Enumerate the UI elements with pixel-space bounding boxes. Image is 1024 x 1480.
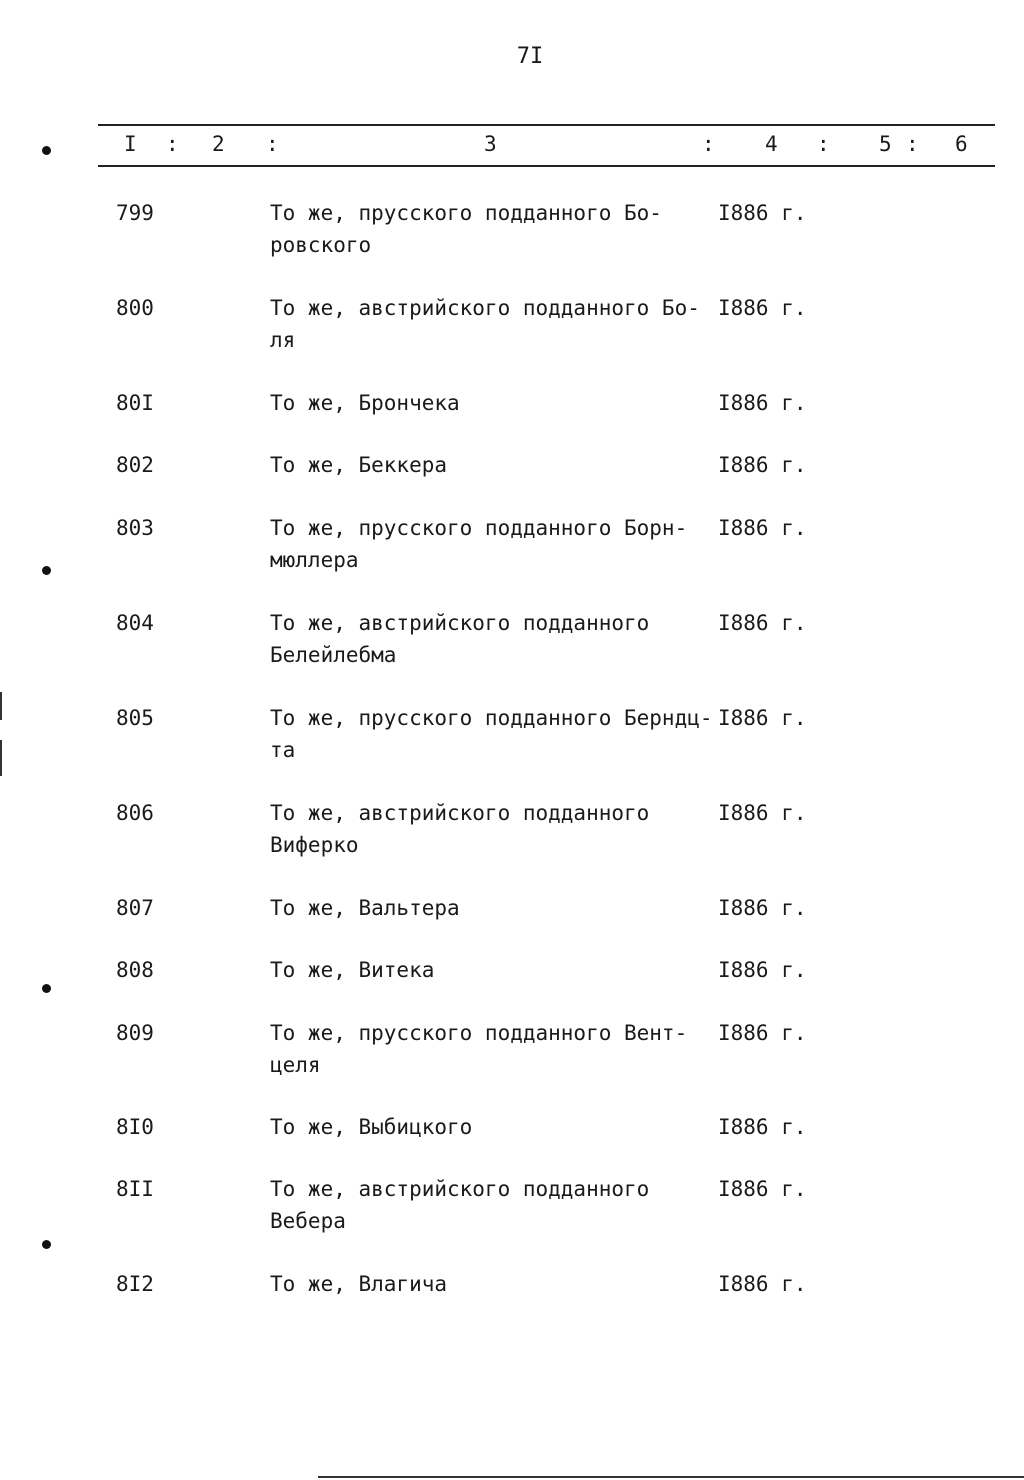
row-year: I886 г. xyxy=(718,296,807,320)
row-description-continued: ля xyxy=(270,328,296,352)
row-number: 800 xyxy=(116,296,154,320)
header-sep-3: : xyxy=(702,132,715,156)
scan-edge-mark xyxy=(0,692,2,720)
scan-edge-mark xyxy=(0,740,2,776)
row-number: 809 xyxy=(116,1021,154,1045)
row-year: I886 г. xyxy=(718,611,807,635)
row-year: I886 г. xyxy=(718,1177,807,1201)
header-col-4: 4 xyxy=(765,132,778,156)
row-description: То же, Вальтера xyxy=(270,896,460,920)
row-description-continued: Вебера xyxy=(270,1209,346,1233)
row-number: 80I xyxy=(116,391,154,415)
row-description-continued: ровского xyxy=(270,233,372,257)
row-description: То же, прусского подданного Вент- xyxy=(270,1021,688,1045)
row-description: То же, Выбицкого xyxy=(270,1115,473,1139)
header-col-1: I xyxy=(124,132,137,156)
header-sep-1: : xyxy=(166,132,179,156)
row-description-continued: целя xyxy=(270,1053,321,1077)
binding-hole-mark xyxy=(42,1240,51,1249)
table-header-rule xyxy=(98,165,995,167)
page-number: 7I xyxy=(516,44,544,69)
row-number: 805 xyxy=(116,706,154,730)
row-number: 799 xyxy=(116,201,154,225)
row-year: I886 г. xyxy=(718,1272,807,1296)
row-year: I886 г. xyxy=(718,1021,807,1045)
row-number: 802 xyxy=(116,453,154,477)
row-description-continued: мюллера xyxy=(270,548,359,572)
row-description: То же, австрийского подданного xyxy=(270,801,650,825)
row-description: То же, австрийского подданного xyxy=(270,1177,650,1201)
row-year: I886 г. xyxy=(718,706,807,730)
row-number: 804 xyxy=(116,611,154,635)
row-description: То же, прусского подданного Борн- xyxy=(270,516,688,540)
header-sep-2: : xyxy=(266,132,279,156)
row-number: 8I0 xyxy=(116,1115,154,1139)
row-year: I886 г. xyxy=(718,1115,807,1139)
header-sep-4: : xyxy=(817,132,830,156)
row-description-continued: Виферко xyxy=(270,833,359,857)
binding-hole-mark xyxy=(42,146,51,155)
row-description: То же, Брончека xyxy=(270,391,460,415)
row-year: I886 г. xyxy=(718,801,807,825)
row-number: 8I2 xyxy=(116,1272,154,1296)
row-number: 803 xyxy=(116,516,154,540)
row-description: То же, австрийского подданного Бо- xyxy=(270,296,700,320)
row-description: То же, Витека xyxy=(270,958,435,982)
header-col-3: 3 xyxy=(484,132,497,156)
row-number: 8II xyxy=(116,1177,154,1201)
row-number: 806 xyxy=(116,801,154,825)
row-description: То же, австрийского подданного xyxy=(270,611,650,635)
row-year: I886 г. xyxy=(718,516,807,540)
row-description-continued: та xyxy=(270,738,296,762)
row-number: 807 xyxy=(116,896,154,920)
row-year: I886 г. xyxy=(718,896,807,920)
row-year: I886 г. xyxy=(718,453,807,477)
row-description: То же, прусского подданного Бо- xyxy=(270,201,662,225)
header-col-2: 2 xyxy=(212,132,225,156)
table-top-rule xyxy=(98,124,995,126)
header-col-5: 5 xyxy=(879,132,892,156)
row-description-continued: Белейлебма xyxy=(270,643,397,667)
row-year: I886 г. xyxy=(718,201,807,225)
row-description: То же, прусского подданного Берндц- xyxy=(270,706,713,730)
row-year: I886 г. xyxy=(718,958,807,982)
binding-hole-mark xyxy=(42,566,51,575)
row-description: То же, Беккера xyxy=(270,453,448,477)
row-number: 808 xyxy=(116,958,154,982)
row-year: I886 г. xyxy=(718,391,807,415)
header-col-6: 6 xyxy=(955,132,968,156)
row-description: То же, Влагича xyxy=(270,1272,448,1296)
binding-hole-mark xyxy=(42,984,51,993)
header-sep-5: : xyxy=(906,132,919,156)
scan-bottom-edge xyxy=(318,1476,1024,1478)
